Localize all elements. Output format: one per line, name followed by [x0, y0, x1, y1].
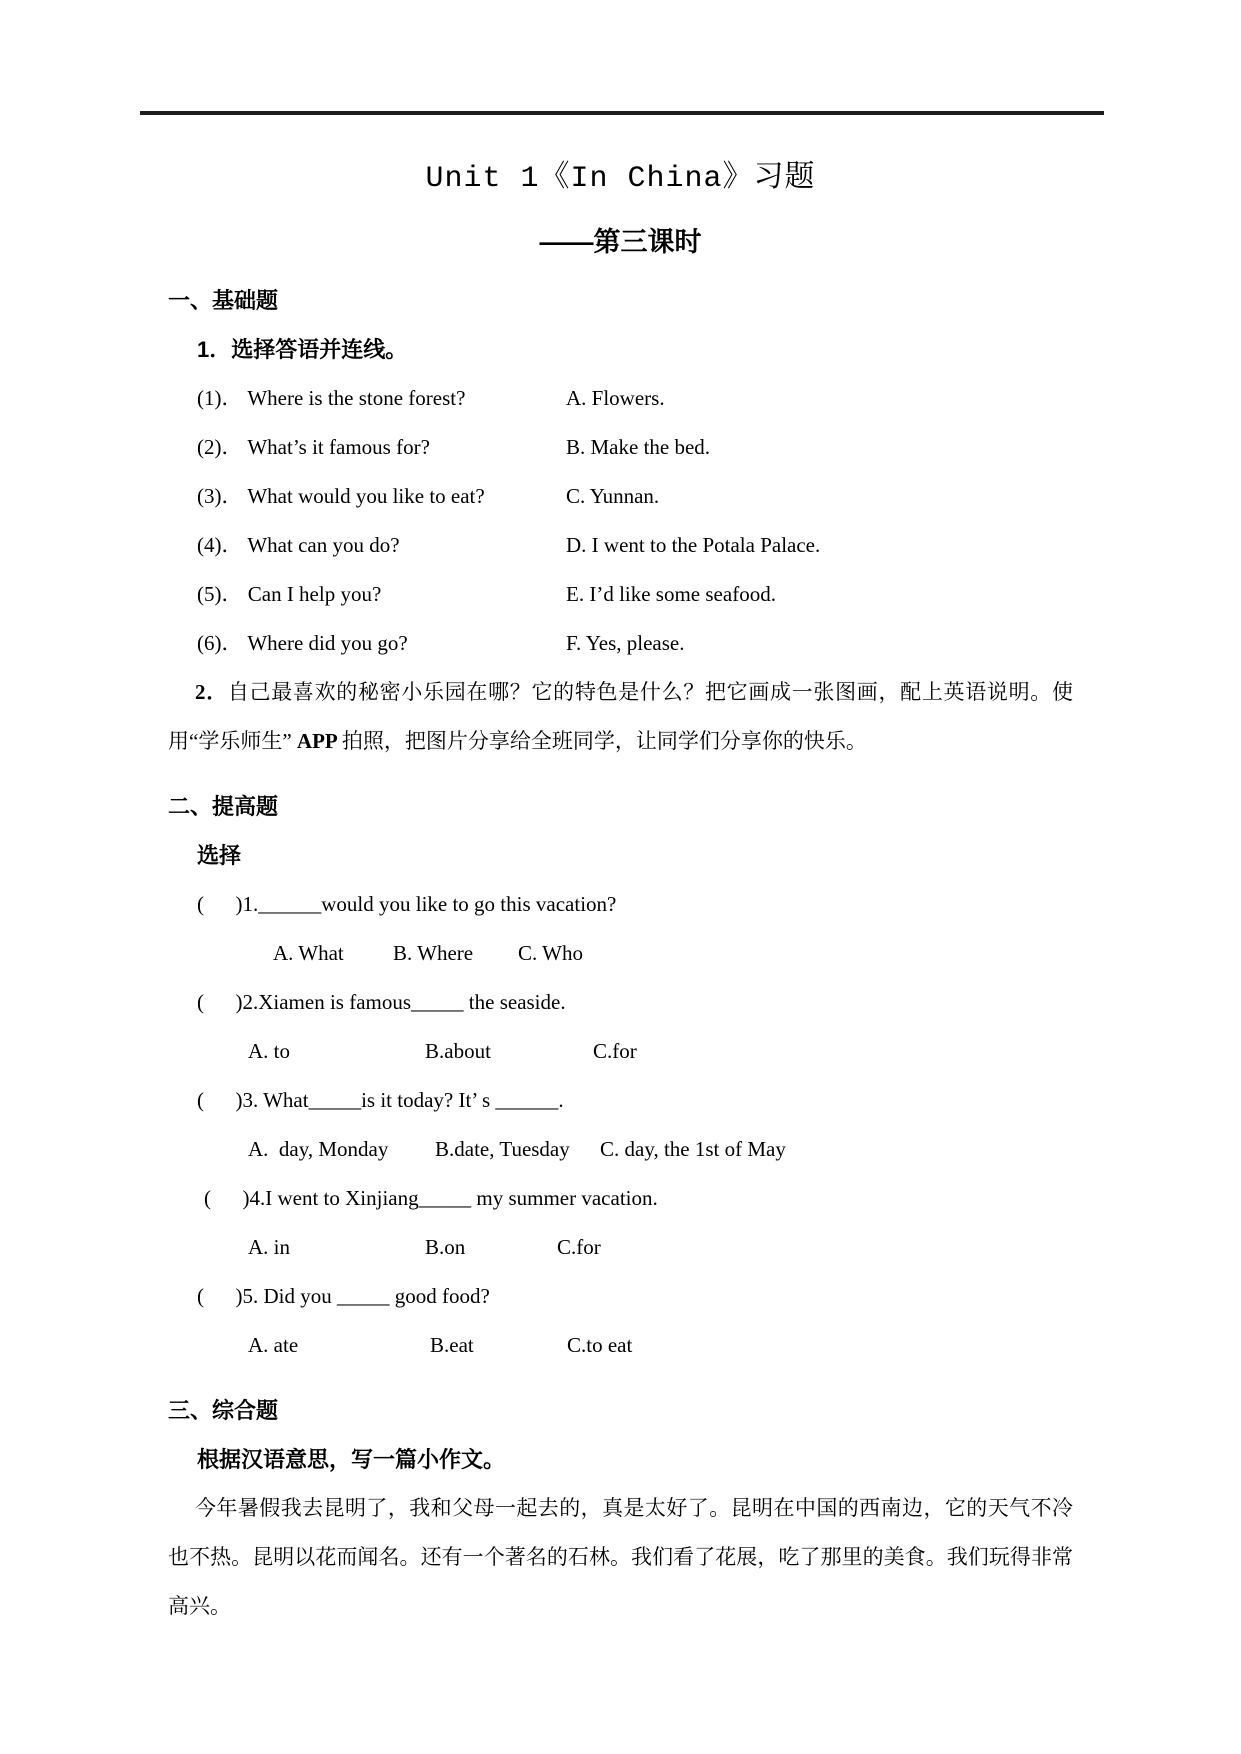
option-a: A. What: [273, 941, 344, 965]
mc-question-2-options: [168, 1027, 1073, 1076]
section3-heading: 三、综合题: [168, 1398, 279, 1423]
option-c: C.for: [593, 1039, 637, 1063]
option-b: B.eat: [430, 1333, 474, 1357]
mc-question-5-stem: ( )5. Did you _____ good food?: [197, 1284, 490, 1308]
matching-answer: E. I’d like some seafood.: [566, 582, 776, 606]
section2-sub-heading: 选择: [197, 843, 242, 868]
option-a: A. day, Monday: [248, 1137, 389, 1161]
option-c: C. day, the 1st of May: [600, 1137, 786, 1161]
matching-pair: [168, 374, 1073, 423]
mc-question-2-stem: ( )2.Xiamen is famous_____ the seaside.: [197, 990, 566, 1014]
matching-pair: [168, 521, 1073, 570]
mc-question-1-options: [168, 929, 1073, 978]
matching-pair: [168, 619, 1073, 668]
option-c: C.for: [557, 1235, 601, 1259]
matching-question: (3)． What would you like to eat?: [197, 484, 485, 508]
matching-question: (5)． Can I help you?: [197, 582, 382, 606]
task2-app-label: APP: [291, 729, 342, 753]
option-a: A. in: [248, 1235, 290, 1259]
section3-instruction: 根据汉语意思，写一篇小作文。: [197, 1447, 506, 1472]
section1-task2-paragraph: [168, 668, 1073, 766]
matching-pair: [168, 423, 1073, 472]
matching-answer: A. Flowers.: [566, 386, 665, 410]
matching-answer: F. Yes, please.: [566, 631, 685, 655]
matching-question: (1)． Where is the stone forest?: [197, 386, 466, 410]
option-c: C.to eat: [567, 1333, 633, 1357]
section2-heading: 二、提高题: [168, 794, 279, 819]
option-b: B.about: [425, 1039, 491, 1063]
essay-paragraph: 今年暑假我去昆明了，我和父母一起去的，真是太好了。昆明在中国的西南边，它的天气不冷也不热。昆明以花而闻名。还有一个著名的石林。我们看了花展，吃了那里的美食。我们玩得非常高兴。: [168, 1496, 1073, 1618]
matching-question: (2)． What’s it famous for?: [197, 435, 430, 459]
option-a: A. ate: [248, 1333, 299, 1357]
mc-question-4-options: [168, 1223, 1073, 1272]
page-subtitle: ——第三课时: [539, 227, 702, 257]
matching-pair: [168, 472, 1073, 521]
matching-question: (6)． Where did you go?: [197, 631, 408, 655]
section1-task1-heading: 1．选择答语并连线。: [197, 337, 408, 362]
top-horizontal-rule: [140, 111, 1104, 115]
option-c: C. Who: [518, 941, 583, 965]
option-a: A. to: [248, 1039, 290, 1063]
mc-question-4-stem: ( )4.I went to Xinjiang_____ my summer vacation.: [204, 1186, 658, 1210]
mc-question-1-stem: ( )1.______would you like to go this vacation?: [197, 892, 617, 916]
option-b: B.date, Tuesday: [435, 1137, 570, 1161]
mc-question-3-options: [168, 1125, 1073, 1174]
matching-pair: [168, 570, 1073, 619]
mc-question-3-stem: ( )3. What_____is it today? It’ s ______.: [197, 1088, 564, 1112]
task2-text: 自己最喜欢的秘密小乐园在哪？它的特色是什么？把它画成一张图画，配上英语说明。使用“学乐师生”: [168, 680, 1073, 753]
task2-text-tail: 拍照，把图片分享给全班同学，让同学们分享你的快乐。: [341, 729, 867, 753]
option-b: B.on: [425, 1235, 466, 1259]
matching-question: (4)． What can you do?: [197, 533, 400, 557]
section1-heading: 一、基础题: [168, 288, 279, 313]
mc-question-5-options: [168, 1321, 1073, 1370]
page-title: Unit 1《In China》习题: [425, 162, 816, 196]
matching-answer: C. Yunnan.: [566, 484, 660, 508]
option-b: B. Where: [393, 941, 474, 965]
matching-answer: D. I went to the Potala Palace.: [566, 533, 821, 557]
matching-answer: B. Make the bed.: [566, 435, 711, 459]
task2-number: 2．: [195, 680, 228, 704]
